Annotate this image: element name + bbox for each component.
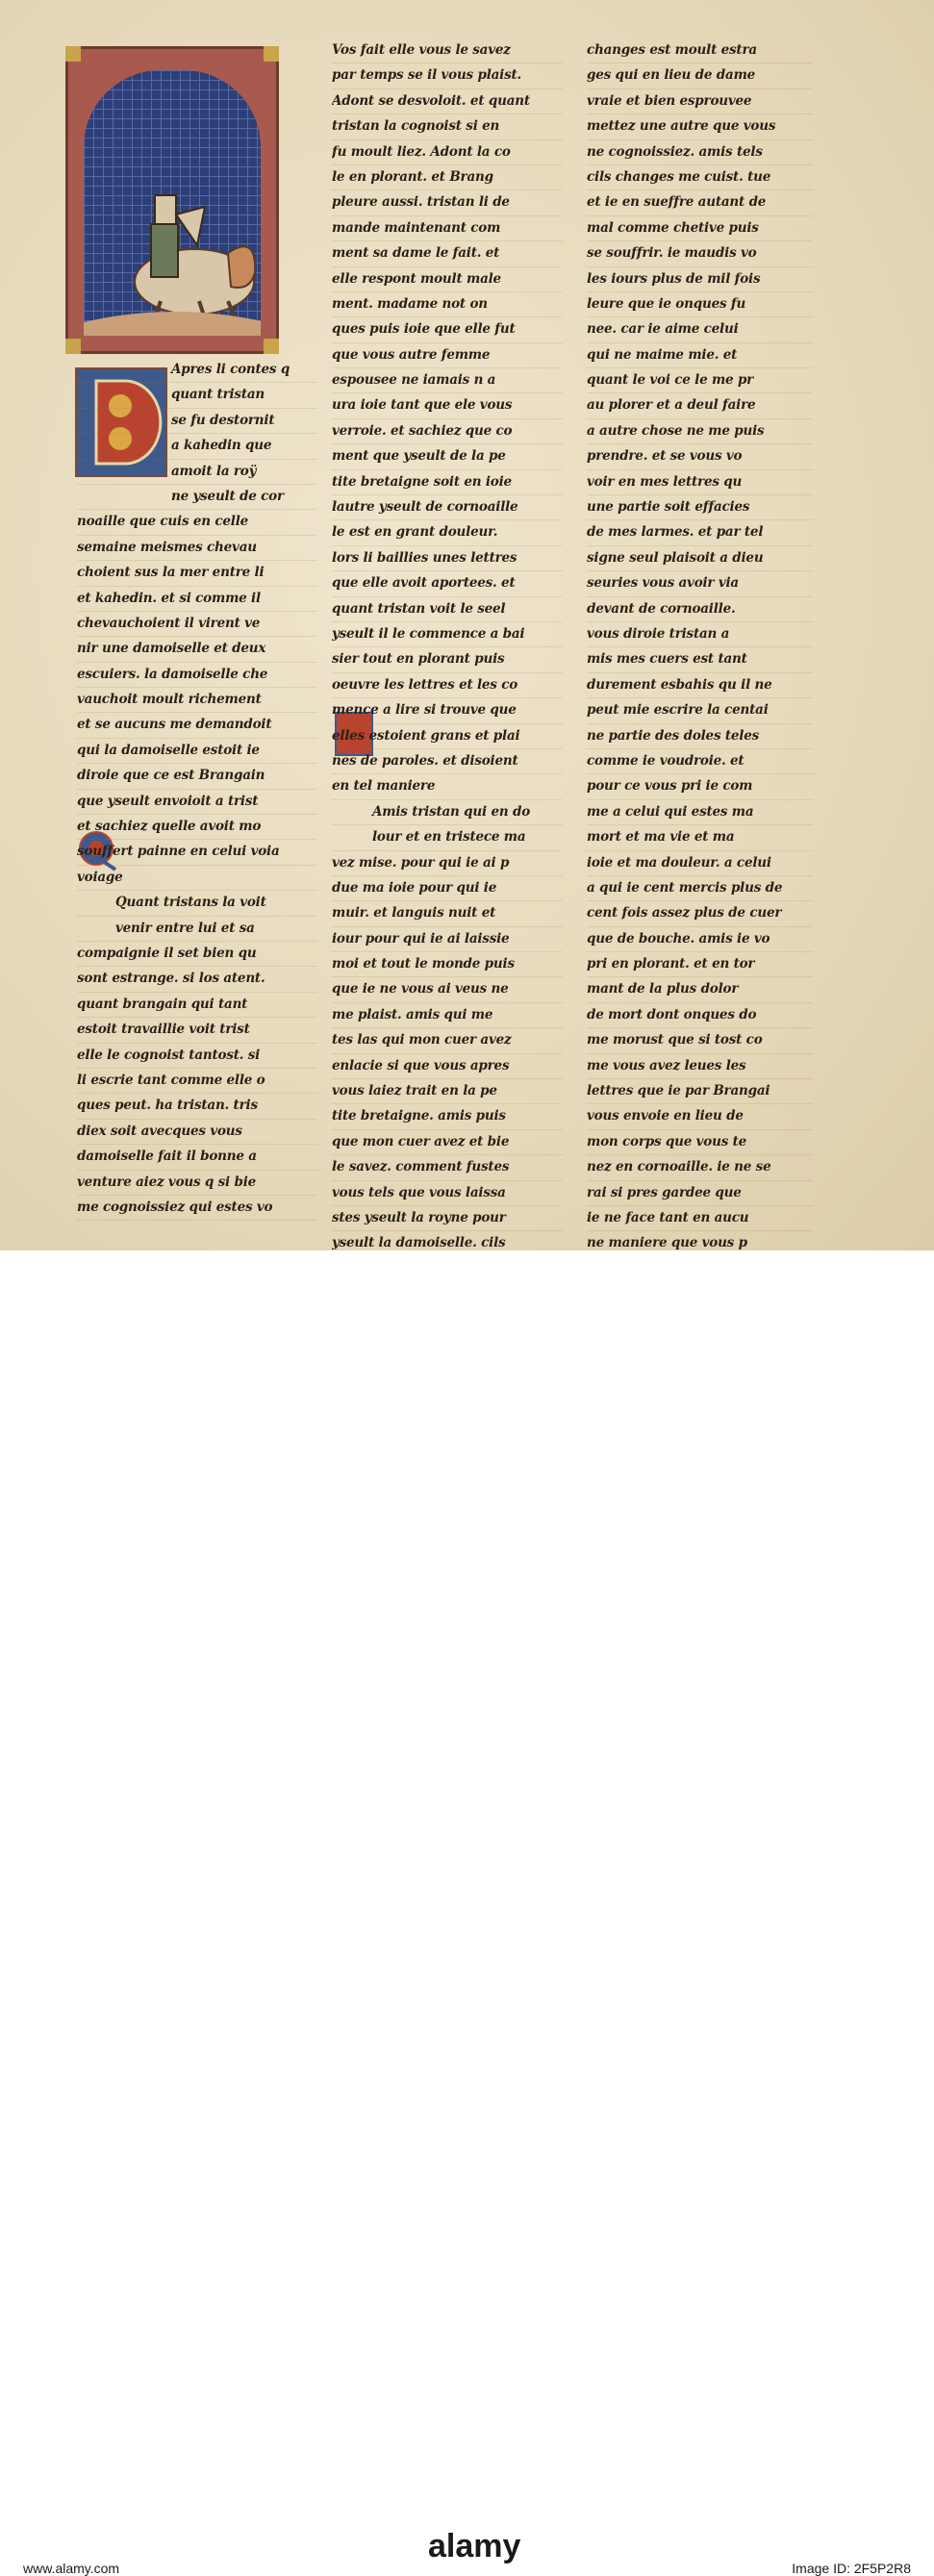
text-line: me vous avez leues les bbox=[587, 1054, 813, 1079]
text-line: vous diroie tristan a bbox=[587, 622, 813, 647]
text-line: amoit la roÿ bbox=[77, 460, 317, 485]
text-line: diex soit avecques vous bbox=[77, 1120, 317, 1145]
text-line: se souffrir. ie maudis vo bbox=[587, 241, 813, 266]
text-line: rai si pres gardee que bbox=[587, 1181, 813, 1206]
text-line: ura ioie tant que ele vous bbox=[332, 393, 563, 418]
text-line: et ie en sueffre autant de bbox=[587, 190, 813, 215]
text-line: Apres li contes q bbox=[77, 358, 317, 383]
text-column-right bbox=[587, 38, 813, 1257]
text-column-left bbox=[77, 358, 317, 1221]
text-line: seuries vous avoir via bbox=[587, 571, 813, 596]
text-line: nir une damoiselle et deux bbox=[77, 637, 317, 662]
text-line: quant brangain qui tant bbox=[77, 993, 317, 1018]
text-line: au plorer et a deul faire bbox=[587, 393, 813, 418]
text-line: muir. et languis nuit et bbox=[332, 901, 563, 926]
text-line: venture aiez vous q si bie bbox=[77, 1171, 317, 1196]
text-line: pleure aussi. tristan li de bbox=[332, 190, 563, 215]
gold-corner bbox=[264, 46, 279, 62]
text-line: Adont se desvoloit. et quant bbox=[332, 89, 563, 114]
text-line: me cognoissiez qui estes vo bbox=[77, 1196, 317, 1221]
gold-corner bbox=[264, 339, 279, 354]
text-line: Amis tristan qui en do bbox=[332, 800, 563, 825]
text-line: tite bretaigne soit en ioie bbox=[332, 470, 563, 495]
text-line: que elle avoit aportees. et bbox=[332, 571, 563, 596]
text-line: leure que ie onques fu bbox=[587, 292, 813, 317]
footer-right: Image ID: 2F5P2R8 bbox=[792, 2561, 911, 2576]
text-line: ne cognoissiez. amis tels bbox=[587, 140, 813, 165]
text-line: yseult la damoiselle. cils bbox=[332, 1231, 563, 1256]
text-line: me plaist. amis qui me bbox=[332, 1003, 563, 1028]
text-line: quant le voi ce le me pr bbox=[587, 368, 813, 393]
text-line: sier tout en plorant puis bbox=[332, 647, 563, 672]
text-line: ie ne face tant en aucu bbox=[587, 1206, 813, 1231]
text-line: mant de la plus dolor bbox=[587, 977, 813, 1002]
text-line: vez mise. pour qui ie ai p bbox=[332, 851, 563, 876]
footer-left: www.alamy.com bbox=[23, 2561, 120, 2576]
text-line: tite bretaigne. amis puis bbox=[332, 1104, 563, 1129]
text-line: cent fois assez plus de cuer bbox=[587, 901, 813, 926]
text-line: me a celui qui estes ma bbox=[587, 800, 813, 825]
footer-bar bbox=[0, 1250, 934, 2576]
text-line: lour et en tristece ma bbox=[332, 825, 563, 850]
text-line: compaignie il set bien qu bbox=[77, 942, 317, 967]
text-line: quant tristan voit le seel bbox=[332, 597, 563, 622]
text-line: mettez une autre que vous bbox=[587, 114, 813, 139]
text-line: une partie soit effacies bbox=[587, 495, 813, 520]
text-column-middle bbox=[332, 38, 563, 1257]
text-line: quant tristan bbox=[77, 383, 317, 408]
text-line: a qui ie cent mercis plus de bbox=[587, 876, 813, 901]
text-line: le savez. comment fustes bbox=[332, 1155, 563, 1180]
text-line: a autre chose ne me puis bbox=[587, 419, 813, 444]
text-line: signe seul plaisoit a dieu bbox=[587, 546, 813, 571]
text-line: escuiers. la damoiselle che bbox=[77, 663, 317, 688]
text-line: ques puis ioie que elle fut bbox=[332, 317, 563, 342]
text-line: tes las qui mon cuer avez bbox=[332, 1028, 563, 1053]
text-line: enlacie si que vous apres bbox=[332, 1054, 563, 1079]
text-line: ment que yseult de la pe bbox=[332, 444, 563, 469]
text-line: de mort dont onques do bbox=[587, 1003, 813, 1028]
text-line: que yseult envoioit a trist bbox=[77, 790, 317, 815]
text-line: lors li baillies unes lettres bbox=[332, 546, 563, 571]
text-line: semaine meismes chevau bbox=[77, 536, 317, 561]
miniature-illumination bbox=[65, 46, 279, 354]
text-line: pour ce vous pri ie com bbox=[587, 774, 813, 799]
text-line: elle respont moult male bbox=[332, 267, 563, 292]
text-line: sont estrange. si los atent. bbox=[77, 967, 317, 992]
text-line: stes yseult la royne pour bbox=[332, 1206, 563, 1231]
text-line: ne maniere que vous p bbox=[587, 1231, 813, 1256]
text-line: pri en plorant. et en tor bbox=[587, 952, 813, 977]
text-line: voiage bbox=[77, 866, 317, 891]
text-line: ment sa dame le fait. et bbox=[332, 241, 563, 266]
text-line: mence a lire si trouve que bbox=[332, 698, 563, 723]
text-line: diroie que ce est Brangain bbox=[77, 764, 317, 789]
text-line: vous tels que vous laissa bbox=[332, 1181, 563, 1206]
text-line: mon corps que vous te bbox=[587, 1130, 813, 1155]
text-line: Vos fait elle vous le savez bbox=[332, 38, 563, 63]
text-line: par temps se il vous plaist. bbox=[332, 63, 563, 88]
text-line: comme ie voudroie. et bbox=[587, 749, 813, 774]
text-line: espousee ne iamais n a bbox=[332, 368, 563, 393]
text-line: choient sus la mer entre li bbox=[77, 561, 317, 586]
miniature-background bbox=[84, 70, 261, 336]
gold-corner bbox=[65, 339, 81, 354]
text-line: ne partie des doles teles bbox=[587, 724, 813, 749]
text-line: ne yseult de cor bbox=[77, 485, 317, 510]
text-line: me morust que si tost co bbox=[587, 1028, 813, 1053]
text-line: lautre yseult de cornoaille bbox=[332, 495, 563, 520]
text-line: ques peut. ha tristan. tris bbox=[77, 1094, 317, 1119]
text-line: yseult il le commence a bai bbox=[332, 622, 563, 647]
text-line: les iours plus de mil fois bbox=[587, 267, 813, 292]
text-line: et kahedin. et si comme il bbox=[77, 587, 317, 612]
manuscript-page bbox=[0, 0, 934, 1250]
text-line: qui ne maime mie. et bbox=[587, 343, 813, 368]
text-line: venir entre lui et sa bbox=[77, 917, 317, 942]
text-line: changes est moult estra bbox=[587, 38, 813, 63]
text-line: ioie et ma douleur. a celui bbox=[587, 851, 813, 876]
text-line: durement esbahis qu il ne bbox=[587, 673, 813, 698]
text-line: mande maintenant com bbox=[332, 216, 563, 241]
text-line: le est en grant douleur. bbox=[332, 520, 563, 545]
text-line: se fu destornit bbox=[77, 409, 317, 434]
text-line: que mon cuer avez et bie bbox=[332, 1130, 563, 1155]
text-line: moi et tout le monde puis bbox=[332, 952, 563, 977]
text-line: et se aucuns me demandoit bbox=[77, 713, 317, 738]
text-line: ment. madame not on bbox=[332, 292, 563, 317]
text-line: li escrie tant comme elle o bbox=[77, 1069, 317, 1094]
text-line: prendre. et se vous vo bbox=[587, 444, 813, 469]
text-line: oeuvre les lettres et les co bbox=[332, 673, 563, 698]
text-line: mal comme chetive puis bbox=[587, 216, 813, 241]
text-line: noaille que cuis en celle bbox=[77, 510, 317, 535]
text-line: voir en mes lettres qu bbox=[587, 470, 813, 495]
text-line: vraie et bien esprouvee bbox=[587, 89, 813, 114]
text-line: le en plorant. et Brang bbox=[332, 165, 563, 190]
text-line: que vous autre femme bbox=[332, 343, 563, 368]
text-line: Quant tristans la voit bbox=[77, 891, 317, 916]
text-line: que de bouche. amis ie vo bbox=[587, 927, 813, 952]
knight-on-horse-icon bbox=[84, 70, 261, 336]
text-line: chevauchoient il virent ve bbox=[77, 612, 317, 637]
text-line: nee. car ie aime celui bbox=[587, 317, 813, 342]
text-line: de mes larmes. et par tel bbox=[587, 520, 813, 545]
text-line: mort et ma vie et ma bbox=[587, 825, 813, 850]
text-line: elle le cognoist tantost. si bbox=[77, 1044, 317, 1069]
text-line: souffert painne en celui voia bbox=[77, 840, 317, 865]
gold-corner bbox=[65, 46, 81, 62]
watermark-logo: alamy bbox=[428, 2528, 521, 2564]
text-line: damoiselle fait il bonne a bbox=[77, 1145, 317, 1170]
text-line: cils changes me cuist. tue bbox=[587, 165, 813, 190]
text-line: tristan la cognoist si en bbox=[332, 114, 563, 139]
text-line: mis mes cuers est tant bbox=[587, 647, 813, 672]
text-line: vauchoit moult richement bbox=[77, 688, 317, 713]
text-line: fu moult liez. Adont la co bbox=[332, 140, 563, 165]
text-line: que ie ne vous ai veus ne bbox=[332, 977, 563, 1002]
text-line: devant de cornoaille. bbox=[587, 597, 813, 622]
text-line: iour pour qui ie ai laissie bbox=[332, 927, 563, 952]
text-line: en tel maniere bbox=[332, 774, 563, 799]
text-line: nez en cornoaille. ie ne se bbox=[587, 1155, 813, 1180]
text-line: nes de paroles. et disoient bbox=[332, 749, 563, 774]
text-line: estoit travaillie voit trist bbox=[77, 1018, 317, 1043]
text-line: qui la damoiselle estoit ie bbox=[77, 739, 317, 764]
text-line: due ma ioie pour qui ie bbox=[332, 876, 563, 901]
text-line: ges qui en lieu de dame bbox=[587, 63, 813, 88]
text-line: verroie. et sachiez que co bbox=[332, 419, 563, 444]
text-line: vous laiez trait en la pe bbox=[332, 1079, 563, 1104]
text-line: vous envoie en lieu de bbox=[587, 1104, 813, 1129]
text-line: et sachiez quelle avoit mo bbox=[77, 815, 317, 840]
text-line: peut mie escrire la centai bbox=[587, 698, 813, 723]
text-line: elles estoient grans et plai bbox=[332, 724, 563, 749]
text-line: lettres que ie par Brangai bbox=[587, 1079, 813, 1104]
text-line: a kahedin que bbox=[77, 434, 317, 459]
